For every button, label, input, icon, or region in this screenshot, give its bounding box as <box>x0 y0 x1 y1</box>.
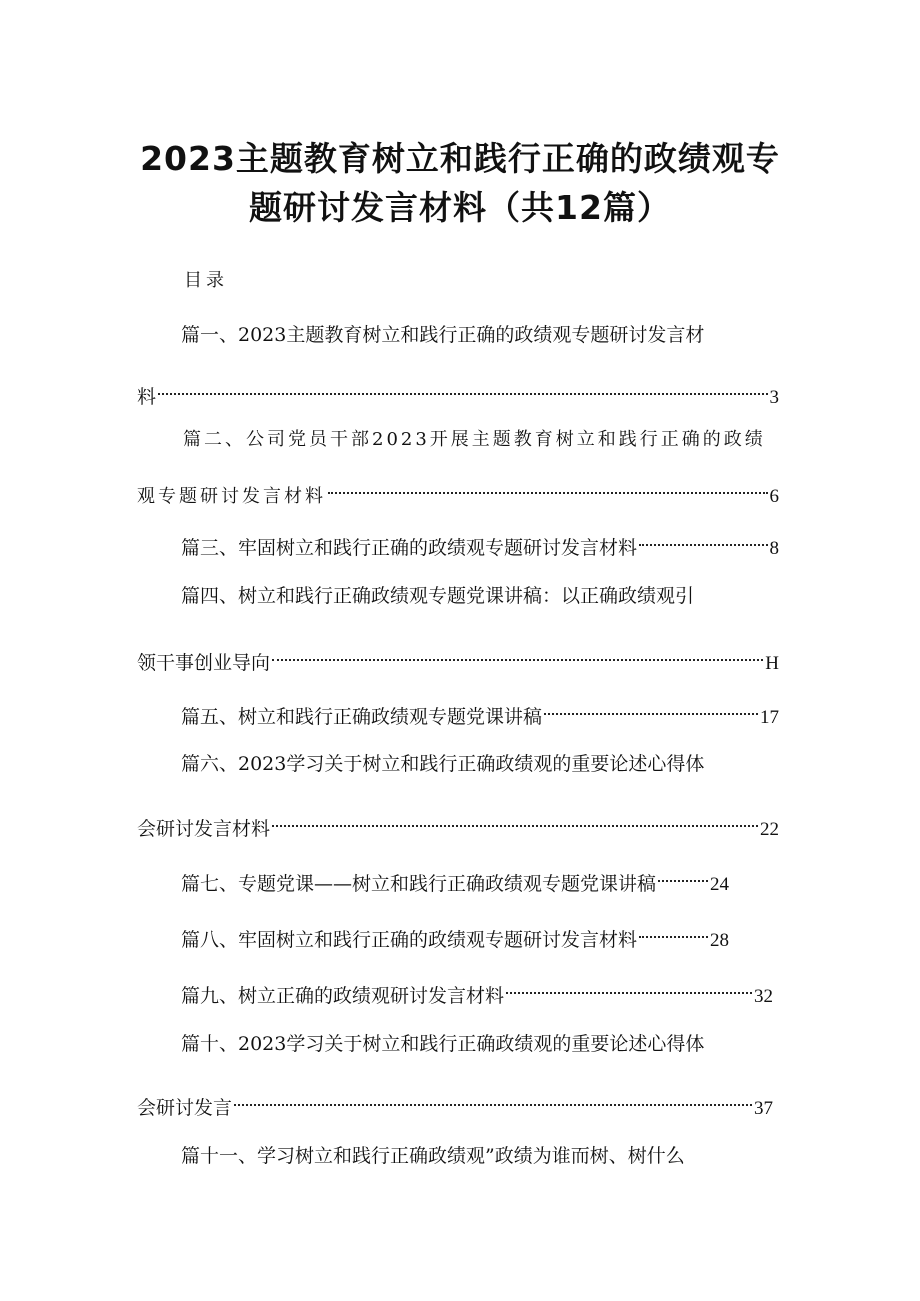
toc-leader-dots <box>158 375 767 403</box>
toc-entry-2-line-2[interactable] <box>137 474 779 511</box>
toc-leader-dots <box>234 1086 752 1114</box>
toc-entry-1-page: 3 <box>769 387 779 408</box>
toc-entry-10-line-2[interactable] <box>137 1086 773 1123</box>
toc-entry-5-text: 篇五、树立和践行正确政绩观专题党课讲稿 <box>181 706 543 728</box>
toc-entry-7-page: 24 <box>710 874 729 895</box>
toc-entry-9-text: 篇九、树立正确的政绩观研讨发言材料 <box>181 985 505 1007</box>
toc-leader-dots <box>272 641 763 669</box>
toc-entry-1-line-2[interactable] <box>137 375 779 412</box>
toc-entry-4-page: H <box>765 653 779 674</box>
toc-entry-2-line-1[interactable]: 篇二、公司党员干部2023开展主题教育树立和践行正确的政绩 <box>183 429 766 450</box>
toc-entry-2-text: 观专题研讨发言材料 <box>137 486 326 507</box>
toc-entry-6-line-1[interactable]: 篇六、2023学习关于树立和践行正确政绩观的重要论述心得体 <box>181 753 705 775</box>
toc-leader-dots <box>639 918 708 946</box>
document-title-line-2: 题研讨发言材料（共12篇） <box>249 188 671 227</box>
toc-entry-4-text: 领干事创业导向 <box>137 652 271 674</box>
toc-entry-6-text: 会研讨发言材料 <box>137 818 271 840</box>
toc-entry-5-page: 17 <box>760 707 779 728</box>
toc-entry-1-line-1[interactable]: 篇一、2023主题教育树立和践行正确的政绩观专题研讨发言材 <box>181 324 705 346</box>
toc-entry-7[interactable] <box>181 862 729 899</box>
toc-entry-10-page: 37 <box>754 1098 773 1119</box>
toc-leader-dots <box>506 974 752 1002</box>
toc-entry-8-text: 篇八、牢固树立和践行正确的政绩观专题研讨发言材料 <box>181 929 638 951</box>
toc-entry-10-line-1[interactable]: 篇十、2023学习关于树立和践行正确政绩观的重要论述心得体 <box>181 1033 705 1055</box>
toc-entry-3[interactable] <box>181 526 779 563</box>
toc-entry-6-line-2[interactable] <box>137 807 779 844</box>
toc-entry-11-line-1[interactable]: 篇十一、学习树立和践行正确政绩观”政绩为谁而树、树什么 <box>181 1145 685 1167</box>
toc-leader-dots <box>658 862 708 890</box>
toc-entry-5[interactable] <box>181 695 779 732</box>
document-title-line-1: 2023主题教育树立和践行正确的政绩观专 <box>140 139 780 178</box>
toc-entry-3-page: 8 <box>769 538 779 559</box>
toc-entry-6-page: 22 <box>760 819 779 840</box>
toc-entry-4-line-1[interactable]: 篇四、树立和践行正确政绩观专题党课讲稿：以正确政绩观引 <box>181 585 695 607</box>
toc-entry-4-line-2[interactable] <box>137 641 779 678</box>
toc-leader-dots <box>328 474 768 502</box>
toc-entry-10-text: 会研讨发言 <box>137 1097 233 1119</box>
toc-entry-2-page: 6 <box>769 486 779 507</box>
toc-leader-dots <box>639 526 767 554</box>
toc-entry-1-text: 料 <box>137 386 157 408</box>
toc-entry-7-text: 篇七、专题党课——树立和践行正确政绩观专题党课讲稿 <box>181 873 657 895</box>
toc-entry-9[interactable] <box>181 974 773 1011</box>
toc-leader-dots <box>544 695 758 723</box>
toc-entry-3-text: 篇三、牢固树立和践行正确的政绩观专题研讨发言材料 <box>181 537 638 559</box>
toc-leader-dots <box>272 807 758 835</box>
toc-entry-9-page: 32 <box>754 986 773 1007</box>
toc-entry-8[interactable] <box>181 918 729 955</box>
toc-heading: 目录 <box>184 270 228 291</box>
toc-entry-8-page: 28 <box>710 930 729 951</box>
